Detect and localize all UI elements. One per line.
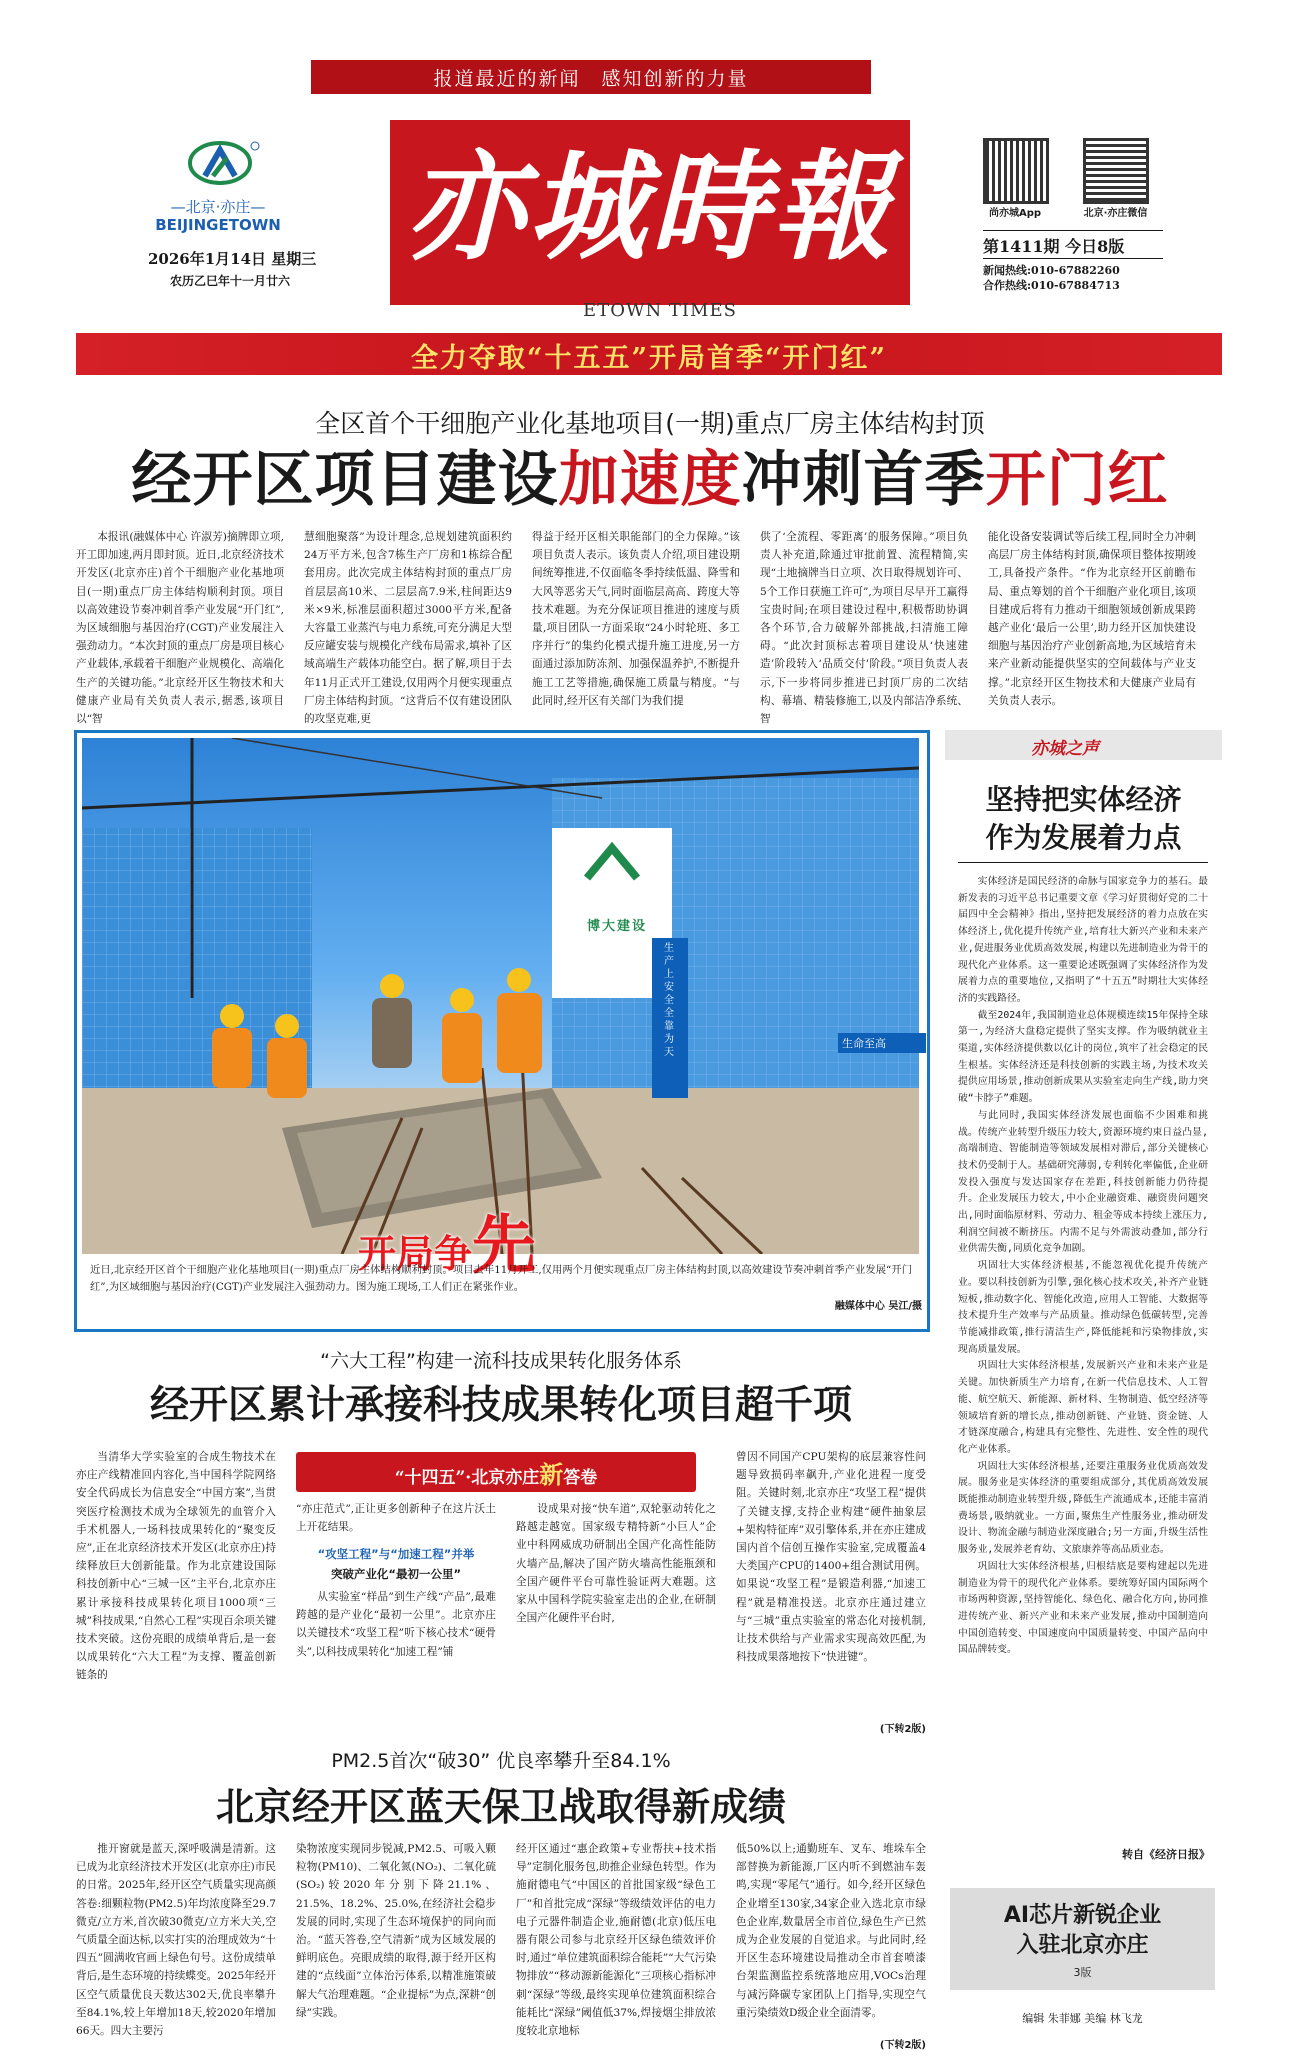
article2-col1: 当清华大学实验室的合成生物技术在亦庄产线精准回内容化,当中国科学院网络安全代码成长为信息安全“中国方案”,当贯突医疗检测技术成为全球领先的血管介入手术机器人,一场科技成果转化的“聚变反应”,正在北京经济技术开发区(北京亦庄)持续释放巨大创新能量。作为北京建设国际科技创新中心“三城一区”主平台,北京亦庄累计承接科技成果转化项目1000项“三城”科技成果,“自然心工程”实现百余项关键技术突破。这份亮眼的成绩单背后,是一套以成果转化“六大工程”为支撑、覆盖创新链条的 <box>76 1451 276 1682</box>
promo-page-ref[interactable]: 3版 <box>1073 1966 1092 1979</box>
column-title-rule <box>958 862 1208 863</box>
column-para: 截至2024年,我国制造业总体规模连续15年保持全球第一,为经济大盘稳定提供了坚实支撑。作为吸纳就业主渠道,实体经济提供数以亿计的岗位,筑牢了社会稳定的民生根基。实体经济还是科技创新的实践主场,为技术攻关提供应用场景,推动创新成果从实验室走向生产线,助力突破“卡脖子”难题。 <box>958 1009 1208 1105</box>
etown-logo <box>175 138 265 188</box>
article2-col4: 曾因不同国产CPU架构的底层兼容性问题导致损码率飙升,产业化进程一度受阻。关键时刻,北京亦庄“攻坚工程”提供了关键支撑,支持企业构建“硬件抽象层+架构特征库”双引擎体系,并在亦庄建成国内首个信创互操作实验室,完成覆盖4大类国产CPU的1400+组合测试用例。如果说“攻坚工程”是锻造利器,“加速工程”就是精准投送。北京亦庄通过建立与“三城”重点实验室的常态化对接机制,让技术供给与产业需求实现高效匹配,为科技成果落地按下“快进键”。 <box>736 1451 926 1664</box>
column-para: 实体经济是国民经济的命脉与国家竞争力的基石。最新发表的习近平总书记重要文章《学习好贯彻好党的二十届四中全会精神》指出,坚持把发展经济的着力点放在实体经济上,优化提升传统产业,培育壮大新兴产业和未来产业,促进服务业优质高效发展,构建以先进制造业为骨干的现代化产业体系。这一重要论述既强调了实体经济作为发展着力点的重要地位,又指明了“十五五”时期壮大实体经济的实践路径。 <box>958 876 1208 1004</box>
qr-app-label: 尚亦城App <box>988 208 1042 219</box>
inset-text-b: 新 <box>539 1460 564 1489</box>
article2-title: 经开区累计承接科技成果转化项目超千项 <box>149 1383 852 1428</box>
article3-col4: 低50%以上;通勤班车、叉车、堆垛车全部替换为新能源,厂区内听不到燃油车轰鸣,实现“零尾气”通行。如今,经开区绿色企业增至130家,34家企业入选北京市绿色企业库,数量居全市首位,绿色生产已然成为企业发展的自觉追求。与此同时,经开区生态环境建设局推动全市首套喷漆台架监测监控系统落地应用,VOCs治理与减污降碳专家团队上门指导,实现空气重污染绩效D级企业全面清零。 <box>736 1843 926 2019</box>
issue: 第1411期 今日8版 <box>983 237 1125 256</box>
qr-wechat-label: 北京·亦庄微信 <box>1083 208 1148 219</box>
column-para: 巩固壮大实体经济根基,不能忽视优化提升传统产业。要以科技创新为引擎,强化核心技术攻关,补齐产业链短板,推动数字化、智能化改造,应用人工智能、大数据等技术提升生产效率与产品质量。推动绿色低碳转型,完善节能减排政策,推行清洁生产,降低能耗和污染物排放,实现高质量发展。 <box>958 1260 1208 1355</box>
article2-col2b: 从实验室“样品”到生产线“产品”,最难跨越的是产业化“最初一公里”。北京亦庄以关键技术“攻坚工程”听下核心技术“硬骨头”,以科技成果转化“加速工程”铺 <box>296 1591 496 1658</box>
column-title-2: 作为发展着力点 <box>985 821 1182 854</box>
column-para: 与此同时,我国实体经济发展也面临不少困难和挑战。传统产业转型升级压力较大,资源环境约束日益凸显,高端制造、智能制造等领域发展相对滞后,部分关键核心技术仍受制于人。基础研究薄弱,专利转化率偏低,企业研发投入强度与发达国家存在差距,科技创新能力仍待提升。企业发展压力较大,中小企业融资难、融资贵问题突出,同时面临原材料、劳动力、租金等成本持续上涨压力,利润空间被不断挤压。内需不足与外需波动叠加,部分行业供需失衡,同质化竞争加剧。 <box>958 1109 1208 1255</box>
photo-sign-text: 博大建设 <box>586 919 647 934</box>
date: 2026年1月14日 星期三 <box>148 250 317 268</box>
photo-stamp-main: 开局争 <box>358 1231 473 1276</box>
photo-sign-text3: 生产上安全全靠为天 <box>664 943 674 1058</box>
article3-col1: 推开窗就是蓝天,深呼吸满是清新。这已成为北京经济技术开发区(北京亦庄)市民的日常。2025年,经开区空气质量实现高颜答卷:细颗粒物(PM2.5)年均浓度降至29.7微克/立方米,首次破30微克/立方米大关,空气质量全面达标,以实打实的治理成效为“十四五”圆满收官画上绿色句号。这份成绩单背后,是生态环境的持续蝶变。2025年经开区空气质量优良天数达302天,优良率攀升至84.1%,较上年增加18天,较2020年增加66天。四大主要污 <box>76 1843 276 2038</box>
inset-text-c: 答卷 <box>563 1468 598 1488</box>
qr-code-wechat <box>1083 138 1149 204</box>
lead-title-part1: 经开区项目建设 <box>131 445 559 515</box>
article3-continue[interactable]: (下转2版) <box>879 2040 926 2051</box>
paper-name: 亦城時報 <box>405 137 894 276</box>
masthead-slogan: 报道最近的新闻 感知创新的力量 <box>433 68 749 90</box>
photo-caption: 近日,北京经开区首个干细胞产业化基地项目(一期)重点厂房主体结构顺利封顶。项目去年11月开工,仅用两个月便实现重点厂房主体结构封顶,以高效建设节奏冲刺首季产业发展“开门红”,为区域细胞与基因治疗(CGT)产业发展注入强劲动力。图为施工现场,工人们正在紧张作业。 <box>90 1264 912 1293</box>
logo-en: BEIJINGETOWN <box>155 216 281 234</box>
paper-en: ETOWN TIMES <box>583 300 737 321</box>
lead-title-part3: 冲刺首季 <box>741 445 986 515</box>
photo-stamp-big: 先 <box>472 1208 537 1283</box>
lead-col5: 能化设备安装调试等后续工程,同时全力冲刺高层厂房主体结构封顶,确保项目整体按期竣工,具备投产条件。“作为北京经开区前瞻布局、重点筹划的首个干细胞产业化项目,该项目建成后将有力推动干细胞领域创新成果跨越产业化‘最后一公里’,助力经开区加快建设细胞与基因治疗产业创新高地,为区域培育未来产业新动能提供坚实的空间载体与产业支撑。”北京经开区生物技术和大健康产业局有关负责人表示。 <box>988 531 1196 707</box>
issue-rule-bottom <box>983 258 1163 259</box>
issue-rule-top <box>983 230 1163 231</box>
lead-title-part2: 加速度 <box>558 445 742 515</box>
lead-photo <box>82 738 919 1254</box>
column-title-1: 坚持把实体经济 <box>985 783 1182 816</box>
article3-title: 北京经开区蓝天保卫战取得新成绩 <box>215 1785 786 1829</box>
article2-continue[interactable]: (下转2版) <box>879 1724 926 1735</box>
article2-col3: 设成果对接“快车道”,双轮驱动转化之路越走越宽。国家级专精特新“小巨人”企业中科网威成功研制出全国产化高性能防火墙产品,解决了国产防火墙高性能瓶颈和全国产硬件平台可靠性验证两大难题。这家从中国科学院实验室走出的企业,在研制全国产化硬件平台时, <box>516 1503 716 1625</box>
column-body <box>958 874 1208 1844</box>
column-brand: 亦城之声 <box>1031 739 1099 759</box>
inset-text-a: “十四五”·北京亦庄 <box>394 1468 540 1488</box>
photo-sign-text2: 生命至高 <box>838 1033 926 1053</box>
article2-subtitle: “六大工程”构建一流科技成果转化服务体系 <box>320 1350 682 1372</box>
lead-subtitle: 全区首个干细胞产业化基地项目(一期)重点厂房主体结构封顶 <box>315 409 985 438</box>
article2-inset-text <box>296 1455 696 1490</box>
news-hotline: 新闻热线:010-67882260 <box>983 264 1120 277</box>
article2-side-heading-1: “攻坚工程”与“加速工程”并举 <box>317 1547 475 1561</box>
column-para: 巩固壮大实体经济根基,归根结底是要构建起以先进制造业为骨干的现代化产业体系。要统筹好国内国际两个市场两种资源,坚持智能化、绿色化、融合化方向,协同推进传统产业、新兴产业和未来产业发展,推动中国制造向中国创造转变、中国速度向中国质量转变、中国产品向中国品牌转变。 <box>958 1560 1208 1656</box>
article2-side-heading-2: 突破产业化“最初一公里” <box>330 1567 462 1581</box>
lead-col1: 本报讯(融媒体中心 许淑芳)摘牌即立项,开工即加速,两月即封顶。近日,北京经济技术开发区(北京亦庄)首个干细胞产业化基地项目(一期)重点厂房主体结构顺利封顶。项目以高效建设节奏冲刺首季产业发展“开门红”,为区域细胞与基因治疗(CGT)产业发展注入强劲动力。“本次封顶的重点厂房是项目核心产业载体,承载着干细胞产业规模化、高端化生产的关键功能。”北京经开区生物技术和大健康产业局有关负责人表示,据悉,该项目以“智 <box>76 531 284 726</box>
lunar-date: 农历乙巳年十一月廿六 <box>170 274 291 288</box>
lead-title <box>60 440 1240 520</box>
lead-col3: 得益于经开区相关职能部门的全力保障。”该项目负责人表示。该负责人介绍,项目建设期间统筹推进,不仅面临冬季持续低温、降雪和大风等恶劣天气,同时面临层高高、跨度大等技术难题。为充分保证项目推进的速度与质量,项目团队一方面采取“24小时轮班、多工序并行”的集约化模式提升施工进度,另一方面通过添加防冻剂、加强保温养护,不断提升施工工艺等措施,确保施工质量与精度。“与此同时,经开区有关部门为我们提 <box>532 531 740 707</box>
promo-title-2: 入驻北京亦庄 <box>1016 1933 1149 1958</box>
column-para: 巩固壮大实体经济根基,还要注重服务业优质高效发展。服务业是实体经济的重要组成部分,其优质高效发展既能推动制造业转型升级,降低生产流通成本,还能丰富消费场景,吸纳就业。一方面,聚焦生产性服务业,推动研发设计、物流金融与制造业深度融合;另一方面,升级生活性服务业,发展养老育幼、文旅康养等高品质业态。 <box>958 1460 1208 1556</box>
photo-credit: 融媒体中心 吴江/摄 <box>834 1301 922 1312</box>
promo-title-1: AI芯片新锐企业 <box>1003 1903 1162 1928</box>
article3-subtitle: PM2.5首次“破30” 优良率攀升至84.1% <box>331 1750 671 1772</box>
article2-col2: “亦庄范式”,正让更多创新种子在这片沃土上开花结果。 <box>296 1503 496 1534</box>
coop-hotline: 合作热线:010-67884713 <box>983 279 1120 292</box>
lead-col4: 供了‘全流程、零距离’的服务保障。”项目负责人补充道,除通过审批前置、流程精简,实现“土地摘牌当日立项、次日取得规划许可、5个工作日获施工许可”,为项目尽早开工赢得宝贵时间;在项目建设过程中,积极帮助协调各个环节,合力破解外部挑战,扫清施工障碍。“此次封顶标志着项目建设从‘快速建造’阶段转入‘品质交付’阶段。”项目负责人表示,下一步将同步推进已封顶厂房的二次结构、幕墙、精装修施工,以及内部洁净系统、智 <box>760 531 968 726</box>
lead-title-part4: 开门红 <box>985 445 1169 515</box>
footer-editors: 编辑 朱菲娜 美编 林飞龙 <box>1022 2012 1143 2025</box>
column-para: 巩固壮大实体经济根基,发展新兴产业和未来产业是关键。加快新质生产力培育,在新一代信息技术、人工智能、航空航天、新能源、新材料、生物制造、低空经济等领域培育新的增长点,推动创新链、产业链、资金链、人才链深度融合,构建具有完整性、先进性、安全性的现代化产业体系。 <box>958 1360 1208 1455</box>
lead-col2: 慧细胞聚落”为设计理念,总规划建筑面积约24万平方米,包含7栋生产厂房和1栋综合配套用房。此次完成主体结构封顶的重点厂房首层层高10米、二层层高7.9米,柱间距达9米×9米,标准层面积超过3000平方米,配备大容量工业蒸汽与电力系统,可充分满足大型反应罐安装与规模化产线布局需求,填补了区域高端生产载体功能空白。据了解,项目于去年11月正式开工建设,仅用两个月便实现重点厂房主体结构封顶。“这背后不仅有建设团队的攻坚克难,更 <box>304 531 512 726</box>
article3-col2: 染物浓度实现同步锐减,PM2.5、可吸入颗粒物(PM10)、二氧化氮(NO₂)、二氧化硫(SO₂)较2020年分别下降21.1%、21.5%、18.2%、25.0%,在经济社会稳步发展的同时,实现了生态环境保护的同向而治。“蓝天答卷,空气清新”成为区域发展的鲜明底色。亮眼成绩的取得,源于经开区构建的“点线面”立体治污体系,以精准施策破解大气治理难题。“企业提标”为点,深耕“创绿”实践。 <box>296 1843 496 2019</box>
article3-col3: 经开区通过“惠企政策+专业帮扶+技术指导”定制化服务包,助推企业绿色转型。作为施耐德电气“中国区的首批国家级“绿色工厂”和首批完成“深绿”等级绩效评估的电力电子元器件制造企业,施耐德(北京)低压电器有限公司参与北京经开区绿色绩效评价时,通过“单位建筑面积综合能耗”“大气污染物排放”“移动源新能源化”三项核心指标冲刺“深绿”等级,最终实现单位建筑面积综合能耗比“深绿”阈值低37%,焊接烟尘排放浓度较北京地标 <box>516 1843 716 2038</box>
logo-caption: —北京·亦庄— <box>170 198 266 216</box>
column-source: 转自《经济日报》 <box>1122 1848 1210 1861</box>
banner-text: 全力夺取“十五五”开局首季“开门红” <box>410 343 888 374</box>
qr-code-app <box>983 138 1049 204</box>
